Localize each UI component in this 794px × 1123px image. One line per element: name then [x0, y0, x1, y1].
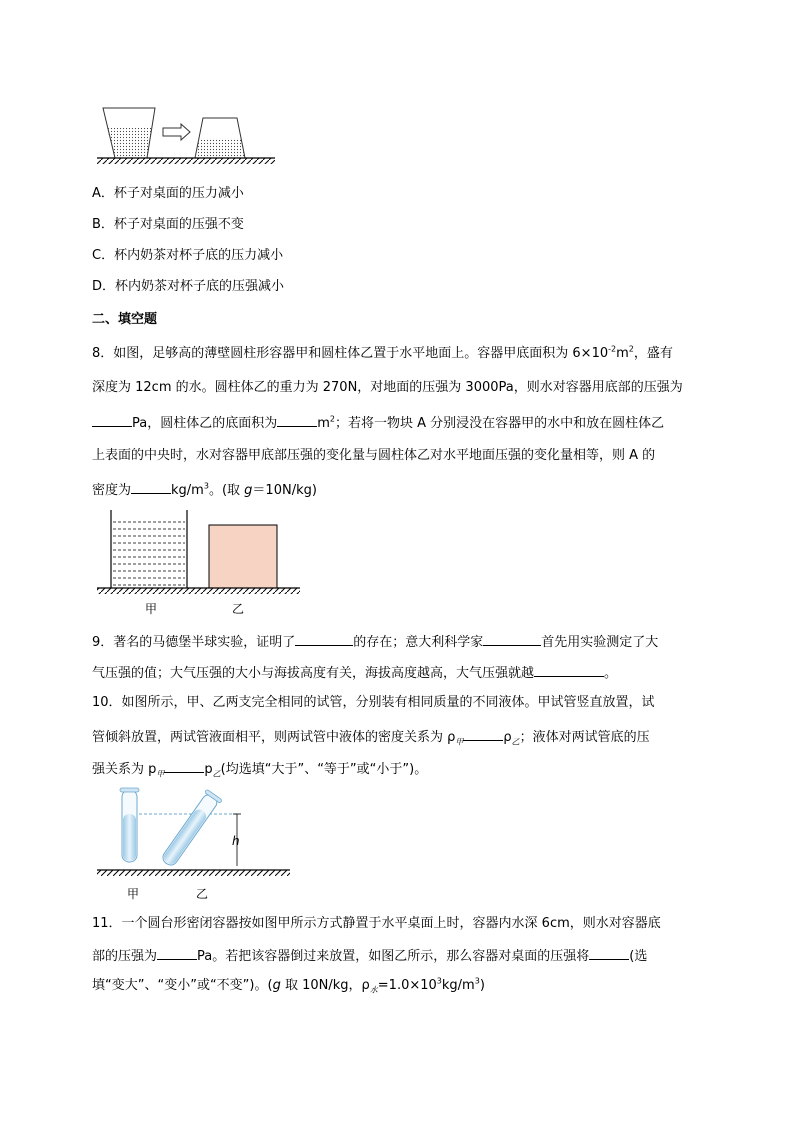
test-tubes-figure [95, 786, 295, 886]
q8-text: ＝10N/kg) [252, 483, 317, 498]
q10-text: ρ [503, 730, 512, 745]
q10-subscript: 乙 [511, 737, 520, 747]
q11-text: 部的压强为 [92, 949, 158, 964]
q8-line-4: 上表面的中央时，水对容器甲底部压强的变化量与圆柱体乙对水平地面压强的变化量相等，则 A 的 [92, 448, 656, 463]
q8-exponent: 3 [203, 481, 209, 491]
q11-exponent: 3 [436, 976, 442, 986]
q11-text: 取 10N/kg，ρ [280, 978, 370, 993]
q9-line-1 [92, 633, 658, 651]
arrow-right-icon [163, 124, 190, 140]
q8-blank-1[interactable] [92, 414, 132, 427]
container-cylinder-figure [95, 508, 305, 600]
q7-option-d: D．杯内奶茶对杯子底的压强减小 [92, 279, 285, 294]
q8-text: 8．如图，足够高的薄壁圆柱形容器甲和圆柱体乙置于水平地面上。容器甲底面积为 6×10 [92, 346, 609, 361]
q10-text: ；液体对两试管底的压 [519, 730, 650, 745]
cylinder-yi [209, 525, 277, 588]
q8-text: ；若将一物块 A 分别浸没在容器甲的水中和放在圆柱体乙 [335, 416, 665, 431]
q10-blank-2[interactable] [164, 760, 204, 773]
q9-blank-3[interactable] [534, 664, 604, 677]
q8-exponent: 2 [329, 414, 335, 424]
q8-text: 。(取 [208, 483, 245, 498]
q9-blank-2[interactable] [483, 633, 541, 646]
q10-text: p [204, 762, 213, 777]
q8-text: Pa，圆柱体乙的底面积为 [132, 416, 278, 431]
q9-text: 气压强的值；大气压强的大小与海拔高度有关，海拔高度越高，大气压强就越 [92, 666, 535, 681]
fig1-label-jia: 甲 [145, 602, 158, 616]
q11-text: =1.0×10 [377, 978, 437, 993]
q9-blank-1[interactable] [295, 633, 353, 646]
q11-exponent: 3 [474, 976, 480, 986]
q10-blank-1[interactable] [463, 728, 503, 741]
q9-text: 。 [604, 666, 618, 681]
q8-line-1 [92, 346, 673, 362]
q9-text: 的存在；意大利科学家 [353, 635, 484, 650]
cup-flip-figure [95, 100, 285, 170]
q7-option-c: C．杯内奶茶对杯子底的压力减小 [92, 248, 284, 263]
q8-unit: kg/m [171, 483, 204, 498]
fig2-label-h: h [232, 834, 240, 848]
q7-option-a: A．杯子对桌面的压力减小 [92, 186, 244, 201]
q8-symbol-g: g [244, 483, 253, 498]
q8-exponent: 2 [628, 344, 634, 354]
q9-line-2 [92, 664, 617, 682]
q10-subscript: 甲 [455, 737, 464, 747]
q11-blank-2[interactable] [589, 947, 629, 960]
q8-unit: m [317, 416, 330, 431]
q11-blank-1[interactable] [157, 947, 197, 960]
q11-text: Pa。若把该容器倒过来放置，如图乙所示，那么容器对桌面的压强将 [197, 949, 590, 964]
q8-line-5 [92, 481, 317, 499]
q11-text: 填“变大”、“变小”或“不变”)。( [92, 978, 273, 993]
water-lines [113, 522, 185, 585]
test-tube-jia [120, 788, 139, 862]
q8-line-3 [92, 414, 664, 432]
q8-blank-3[interactable] [131, 481, 171, 494]
fig1-label-yi: 乙 [232, 602, 245, 616]
q10-line-1: 10．如图所示，甲、乙两支完全相同的试管，分别装有相同质量的不同液体。甲试管竖直放置，试 [92, 695, 655, 710]
q7-option-b: B．杯子对桌面的压强不变 [92, 217, 244, 232]
q8-exponent: -2 [608, 344, 617, 354]
q11-line-3 [92, 978, 485, 994]
q11-symbol-g: g [272, 978, 281, 993]
q10-line-3 [92, 760, 427, 778]
q8-text: 密度为 [92, 483, 132, 498]
q9-text: 首先用实验测定了大 [541, 635, 659, 650]
q8-blank-2[interactable] [277, 414, 317, 427]
fig2-label-yi: 乙 [196, 887, 209, 901]
q8-line-2: 深度为 12cm 的水。圆柱体乙的重力为 270N，对地面的压强为 3000Pa，则水对容器用底部的压强为 [92, 380, 683, 395]
q10-text: 管倾斜放置，两试管液面相平，则两试管中液体的密度关系为 ρ [92, 730, 456, 745]
q11-text: (选 [629, 949, 648, 964]
section-title: 二、填空题 [92, 312, 158, 327]
q11-unit: kg/m [441, 978, 475, 993]
q11-line-2 [92, 947, 647, 965]
q10-text: 强关系为 p [92, 762, 157, 777]
q8-unit: m [616, 346, 629, 361]
q11-text: ) [479, 978, 485, 993]
q10-subscript: 乙 [212, 769, 221, 779]
q11-line-1: 11．一个圆台形密闭容器按如图甲所示方式静置于水平桌面上时，容器内水深 6cm，则水对容器底 [92, 916, 661, 931]
q8-text: ，盛有 [633, 346, 673, 361]
q10-line-2 [92, 728, 650, 746]
q10-subscript: 甲 [156, 769, 165, 779]
q11-subscript: 水 [369, 985, 378, 995]
q9-text: 9．著名的马德堡半球实验，证明了 [92, 635, 296, 650]
fig2-label-jia: 甲 [127, 887, 140, 901]
test-tube-yi [159, 789, 223, 869]
q10-text: (均选填“大于”、“等于”或“小于”)。 [220, 762, 428, 777]
